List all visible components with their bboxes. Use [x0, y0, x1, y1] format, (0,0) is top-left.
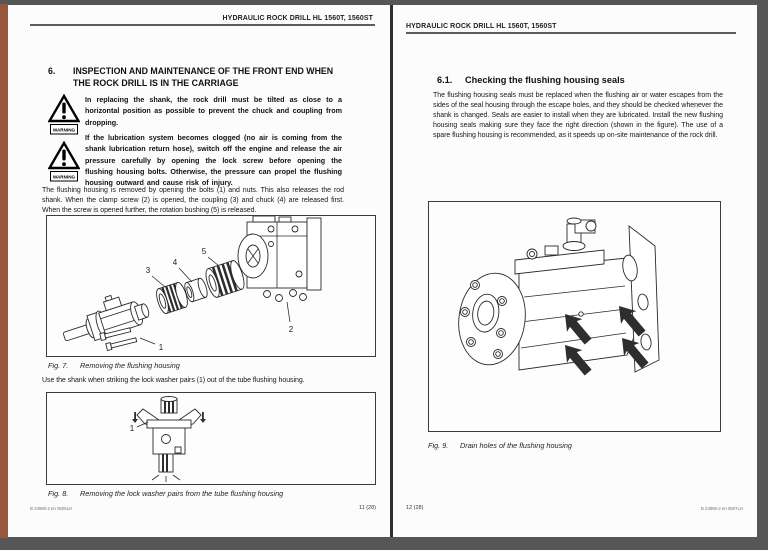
section-heading: [437, 75, 625, 85]
header-rule: [30, 24, 375, 26]
figure-8-frame: [46, 392, 376, 485]
caption-text: Drain holes of the flushing housing: [460, 441, 572, 450]
section-title: Checking the flushing housing seals: [465, 75, 625, 85]
caption-label: Fig. 8.: [48, 489, 69, 498]
part-label-5: 5: [201, 247, 207, 256]
warning-icon: [48, 141, 80, 184]
part-label-4: 4: [172, 258, 178, 267]
flushing-housing-drawing: [429, 202, 720, 431]
footer-document-code: B 23980-2 en 0505LH: [30, 506, 73, 511]
part-label-1: 1: [158, 343, 164, 352]
part-label-2: 2: [288, 325, 294, 334]
page-left: [8, 5, 390, 537]
elbow-fitting: [563, 218, 596, 251]
part-label-1: 1: [129, 424, 135, 433]
warning-text: In replacing the shank, the rock drill must be tilted as close to a horizontal position as possible to prevent the chuck and coupling from dropping.: [85, 95, 342, 127]
page-number: 11 (28): [358, 505, 376, 511]
page-right: [393, 5, 757, 537]
page-number: 12 (28): [406, 505, 424, 511]
page-header: HYDRAULIC ROCK DRILL HL 1560T, 1560ST: [406, 23, 557, 30]
body-paragraph: Use the shank when striking the lock washer pairs (1) out of the tube flushing housing.: [42, 377, 305, 384]
figure-caption: [48, 361, 180, 370]
caption-text: Removing the flushing housing: [80, 361, 180, 370]
warning-text: If the lubrication system becomes clogged (no air is coming from the shank lubrication return hose), switch off the engine and release the air pressure carefully by opening the lock screw before opening the flushing housing bolts. Otherwise, the pressure can propel the flushing housing outward and cause risk of injury.: [85, 133, 342, 188]
warning-label: WARNING: [52, 127, 76, 133]
page-header: HYDRAULIC ROCK DRILL HL 1560T, 1560ST: [222, 15, 373, 22]
caption-label: Fig. 9.: [428, 441, 449, 450]
section-number: 6.1.: [437, 75, 453, 85]
footer-document-code: B 23980-2 en 0507LH: [700, 506, 743, 511]
warning-label: WARNING: [52, 174, 76, 180]
body-paragraph: The flushing housing is removed by opening the bolts (1) and nuts. This also releases the rod shank. When the clamp screw (2) is opened, the coupling (3) and chuck (4) are released first. When the screw is opened further, the rotation bushing (5) is released.: [42, 187, 344, 214]
part-label-3: 3: [145, 266, 151, 275]
figure-7-frame: [46, 215, 376, 357]
header-rule: [406, 32, 736, 34]
drill-body-part: [238, 216, 321, 302]
warning-icon: [48, 94, 80, 137]
caption-label: Fig. 7.: [48, 361, 69, 370]
figure-caption: [428, 441, 572, 450]
section-title: INSPECTION AND MAINTENANCE OF THE FRONT END WHEN THE ROCK DRILL IS IN THE CARRIAGE: [73, 66, 334, 88]
body-paragraph: The flushing housing seals must be replaced when the flushing air or water escapes from the sides of the seal housing through the escape holes, and they should be checked whenever the shank is changed. Seals are easier to install when they are lubricated. Install the new flushing housing seals making sure they face the right direction (shown in the figure). The use of a spare flushing housing is recommended, as it speeds up on-site maintenance of the rock drill.: [433, 92, 723, 139]
caption-text: Removing the lock washer pairs from the tube flushing housing: [80, 489, 284, 498]
figure-9-frame: [428, 201, 721, 432]
exploded-view-drawing: [47, 216, 375, 356]
figure-caption: [48, 489, 283, 498]
section-number: 6.: [48, 66, 56, 76]
tube-flushing-housing-part: [129, 397, 206, 483]
lock-washer-drawing: [47, 393, 375, 484]
section-heading: [48, 65, 348, 89]
flushing-housing-part: [57, 286, 153, 350]
book-spine-edge: [0, 4, 8, 538]
